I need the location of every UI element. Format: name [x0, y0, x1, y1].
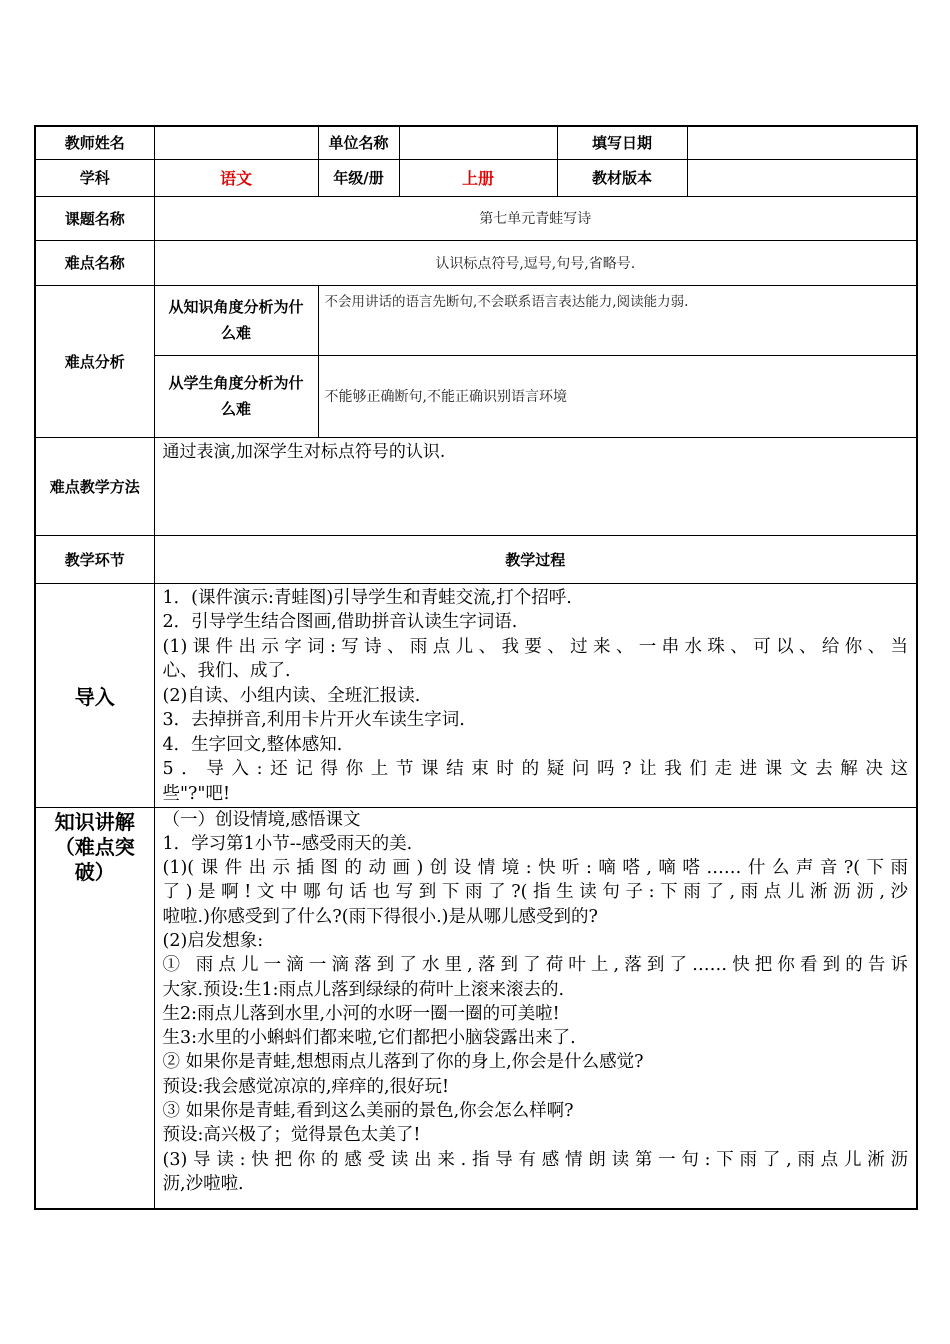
knowledge-line: 沥,沙啦啦. — [162, 1173, 244, 1194]
knowledge-label — [35, 807, 154, 1209]
intro-line: 2．引导学生结合图画,借助拼音认读生字词语. — [162, 612, 518, 632]
intro-content — [154, 583, 917, 807]
knowledge-angle-value: 不会用讲话的语言先断句,不会联系语言表达能力,阅读能力弱. — [318, 285, 917, 355]
unit-name-value — [399, 126, 557, 159]
knowledge-line: 大家.预设:生1:雨点儿落到绿绿的荷叶上滚来滚去的. — [162, 979, 565, 1000]
lesson-plan-table — [34, 125, 918, 1210]
knowledge-label-line: （难点突 — [54, 834, 135, 859]
row-knowledge — [35, 807, 917, 1209]
fill-date-value — [687, 126, 917, 159]
intro-line: 些"?"吧! — [162, 783, 231, 804]
teacher-name-value — [154, 126, 318, 159]
intro-line: 4．生字回文,整体感知. — [162, 734, 343, 755]
subject-value: 语文 — [154, 159, 318, 196]
intro-line: 5．导入:还记得你上节课结束时的疑问吗?让我们走进课文去解决这 — [162, 759, 908, 779]
intro-line: 1．(课件演示:青蛙图)引导学生和青蛙交流,打个招呼. — [162, 587, 572, 608]
intro-line: (1)课件出示字词:写诗、雨点儿、我要、过来、一串水珠、可以、给你、当 — [162, 636, 908, 657]
row-intro — [35, 583, 917, 807]
knowledge-line: ② 如果你是青蛙,想想雨点儿落到了你的身上,你会是什么感觉? — [162, 1052, 644, 1073]
knowledge-line: 预设:高兴极了；觉得景色太美了! — [162, 1125, 421, 1146]
knowledge-content — [154, 807, 917, 1209]
knowledge-line: 生2:雨点儿落到水里,小河的水呀一圈一圈的可美啦! — [162, 1003, 560, 1024]
row-analysis-student — [35, 355, 917, 437]
row-difficulty — [35, 240, 917, 285]
knowledge-line: (2)启发想象: — [162, 930, 264, 951]
knowledge-line: ③ 如果你是青蛙,看到这么美丽的景色,你会怎么样啊? — [162, 1101, 574, 1122]
row-analysis-knowledge — [35, 285, 917, 355]
intro-line: 3．去掉拼音,利用卡片开火车读生字词. — [162, 710, 465, 730]
knowledge-line: 啦啦.)你感受到了什么?(雨下得很小.)是从哪儿感受到的? — [162, 906, 598, 927]
knowledge-line: 预设:我会感觉凉凉的,痒痒的,很好玩! — [162, 1076, 450, 1097]
knowledge-angle-label: 从知识角度分析为什么难 — [154, 285, 318, 355]
knowledge-line: ① 雨点儿一滴一滴落到了水里,落到了荷叶上,落到了……快把你看到的告诉 — [162, 955, 908, 976]
method-label: 难点教学方法 — [35, 437, 154, 535]
lesson-plan-sheet — [34, 125, 916, 1210]
student-angle-label: 从学生角度分析为什么难 — [154, 355, 318, 437]
difficulty-value: 认识标点符号,逗号,句号,省略号. — [154, 240, 917, 285]
knowledge-line: (3)导读:快把你的感受读出来.指导有感情朗读第一句:下雨了,雨点儿淅沥 — [162, 1149, 908, 1170]
grade-label: 年级/册 — [318, 159, 399, 196]
knowledge-label-line: 破） — [74, 859, 115, 884]
process-header-label: 教学过程 — [154, 535, 917, 583]
grade-value: 上册 — [399, 159, 557, 196]
row-method — [35, 437, 917, 535]
method-value: 通过表演,加深学生对标点符号的认识. — [154, 437, 917, 535]
textbook-label: 教材版本 — [557, 159, 687, 196]
analysis-label: 难点分析 — [35, 285, 154, 437]
knowledge-line: (1)(课件出示插图的动画)创设情境:快听:嘀嗒,嘀嗒……什么声音?(下雨 — [162, 858, 908, 879]
unit-name-label: 单位名称 — [318, 126, 399, 159]
topic-value: 第七单元青蛙写诗 — [154, 196, 917, 240]
teacher-name-label: 教师姓名 — [35, 126, 154, 159]
difficulty-label: 难点名称 — [35, 240, 154, 285]
fill-date-label: 填写日期 — [557, 126, 687, 159]
student-angle-value: 不能够正确断句,不能正确识别语言环境 — [318, 355, 917, 437]
topic-label: 课题名称 — [35, 196, 154, 240]
row-teacher — [35, 126, 917, 159]
knowledge-label-line: 知识讲解 — [54, 809, 135, 834]
subject-label: 学科 — [35, 159, 154, 196]
intro-label: 导入 — [35, 583, 154, 807]
knowledge-line: 1．学习第1小节--感受雨天的美. — [162, 833, 413, 854]
intro-line: 心、我们、成了. — [162, 661, 291, 681]
knowledge-line: （一）创设情境,感悟课文 — [162, 809, 361, 830]
row-subject — [35, 159, 917, 196]
knowledge-line: 了)是啊!文中哪句话也写到下雨了?(指生读句子:下雨了,雨点儿淅沥沥,沙 — [162, 882, 908, 903]
row-topic — [35, 196, 917, 240]
knowledge-line: 生3:水里的小蝌蚪们都来啦,它们都把小脑袋露出来了. — [162, 1028, 576, 1049]
intro-line: (2)自读、小组内读、全班汇报读. — [162, 685, 421, 706]
stage-header-label: 教学环节 — [35, 535, 154, 583]
textbook-value — [687, 159, 917, 196]
row-process-header — [35, 535, 917, 583]
